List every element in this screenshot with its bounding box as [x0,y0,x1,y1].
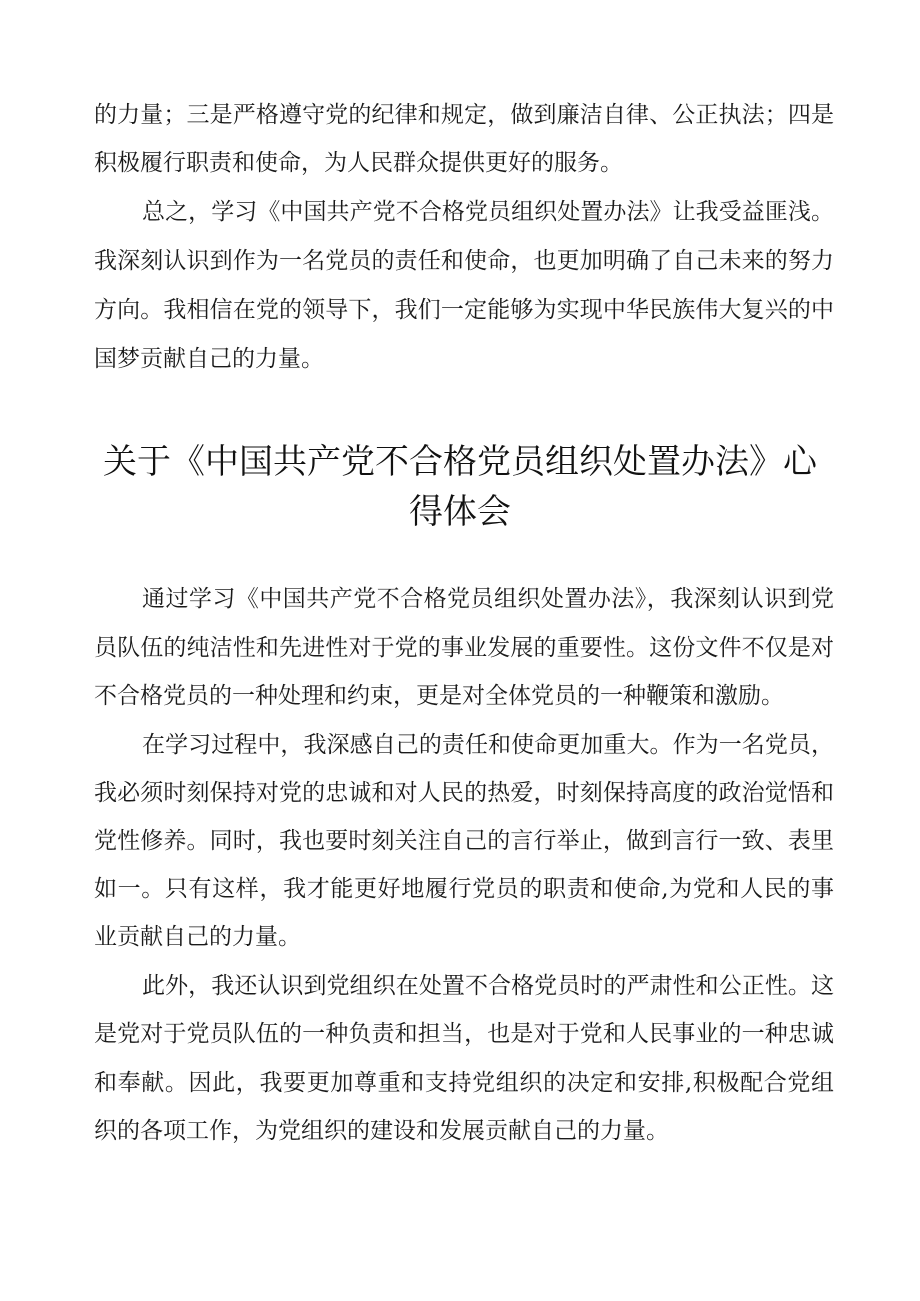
paragraph-line: 国梦贡献自己的力量。 [94,346,324,372]
paragraph-line: 党性修养。同时，我也要时刻关注自己的言行举止，做到言行一致、表里 [94,828,834,854]
article-title-line: 得体会 [409,492,511,532]
paragraph-line: 我深刻认识到作为一名党员的责任和使命，也更加明确了自己未来的努力 [94,248,834,274]
article-title-line: 关于《中国共产党不合格党员组织处置办法》心 [103,442,817,482]
paragraph-line: 此外，我还认识到党组织在处置不合格党员时的严肃性和公正性。这 [142,973,834,999]
paragraph-line: 和奉献。因此，我要更加尊重和支持党组织的决定和安排,积极配合党组 [94,1070,834,1096]
paragraph-line: 的力量；三是严格遵守党的纪律和规定，做到廉洁自律、公正执法；四是 [94,102,834,128]
paragraph-line: 在学习过程中，我深感自己的责任和使命更加重大。作为一名党员， [142,732,834,758]
paragraph-line: 通过学习《中国共产党不合格党员组织处置办法》，我深刻认识到党 [142,586,834,612]
paragraph-line: 织的各项工作，为党组织的建设和发展贡献自己的力量。 [94,1118,669,1144]
paragraph-line: 员队伍的纯洁性和先进性对于党的事业发展的重要性。这份文件不仅是对 [94,635,834,661]
paragraph-line: 积极履行职责和使命，为人民群众提供更好的服务。 [94,150,623,176]
paragraph-line: 业贡献自己的力量。 [94,924,301,950]
paragraph-line: 方向。我相信在党的领导下，我们一定能够为实现中华民族伟大复兴的中 [94,297,834,323]
paragraph-line: 不合格党员的一种处理和约束，更是对全体党员的一种鞭策和激励。 [94,683,784,709]
paragraph-line: 是党对于党员队伍的一种负责和担当，也是对于党和人民事业的一种忠诚 [94,1021,834,1047]
paragraph-line: 总之，学习《中国共产党不合格党员组织处置办法》让我受益匪浅。 [142,199,834,225]
paragraph-line: 如一。只有这样，我才能更好地履行党员的职责和使命,为党和人民的事 [94,876,834,902]
paragraph-line: 我必须时刻保持对党的忠诚和对人民的热爱，时刻保持高度的政治觉悟和 [94,780,834,806]
